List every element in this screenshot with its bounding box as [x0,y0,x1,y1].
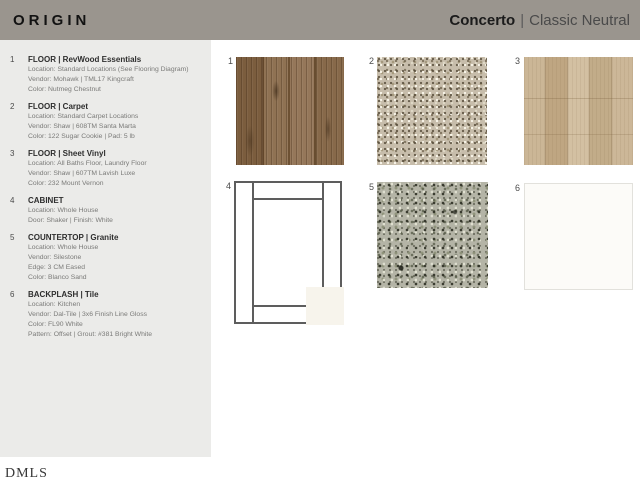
title-separator: | [520,11,525,29]
cabinet-finish-chip [306,287,344,325]
spec-detail: Vendor: Mohawk | TML17 Kingcraft [28,76,134,83]
spec-number: 3 [10,149,15,158]
spec-detail: Vendor: Dal-Tile | 3x6 Finish Line Gloss [28,311,148,318]
wood-floor-swatch [236,57,344,165]
cabinet-left-stile-line [252,183,254,322]
spec-detail: Color: Blanco Sand [28,274,87,281]
palette-name: Classic Neutral [529,11,630,29]
spec-body [28,148,205,189]
spec-item-floor-sheet-vinyl [10,148,205,189]
page-title: ORIGIN [13,11,91,29]
carpet-swatch [377,57,487,165]
swatch-number-1: 1 [227,56,233,66]
spec-detail: Color: FL90 White [28,321,83,328]
spec-detail: Color: 122 Sugar Cookie | Pad: 5 lb [28,133,135,140]
spec-body [28,54,205,95]
tile-swatch [524,183,633,290]
swatch-number-5: 5 [368,182,374,192]
spec-number: 5 [10,233,15,242]
spec-list [0,40,211,340]
spec-detail: Vendor: Silestone [28,254,82,261]
spec-body [28,101,205,142]
spec-detail: Color: 232 Mount Vernon [28,180,104,187]
spec-detail: Location: Standard Carpet Locations [28,113,139,120]
spec-body [28,195,205,226]
spec-detail: Vendor: Shaw | 607TM Lavish Luxe [28,170,136,177]
spec-detail: Location: Standard Locations (See Flooring Diagram) [28,66,189,73]
granite-swatch [377,182,488,288]
spec-body [28,289,205,340]
spec-number: 1 [10,55,15,64]
spec-number: 2 [10,102,15,111]
dmls-watermark: DMLS [5,466,48,481]
swatch-number-4: 4 [225,181,231,191]
spec-detail: Color: Nutmeg Chestnut [28,86,101,93]
spec-body [28,232,205,283]
cabinet-top-rail-line [252,198,324,200]
spec-detail: Edge: 3 CM Eased [28,264,86,271]
spec-item-floor-revwood [10,54,205,95]
sheet-vinyl-swatch [524,57,633,165]
collection-title [449,12,630,29]
spec-detail: Pattern: Offset | Grout: #381 Bright White [28,331,153,338]
header-bar [0,0,640,40]
spec-title: FLOOR | RevWood Essentials [28,55,142,64]
collection-name: Concerto [449,11,516,29]
spec-detail: Vendor: Shaw | 608TM Santa Marta [28,123,136,130]
spec-number: 6 [10,290,15,299]
spec-detail: Door: Shaker | Finish: White [28,217,113,224]
spec-title: BACKPLASH | Tile [28,290,99,299]
spec-detail: Location: All Baths Floor, Laundry Floor [28,160,147,167]
swatch-number-2: 2 [368,56,374,66]
spec-number: 4 [10,196,15,205]
spec-title: FLOOR | Carpet [28,102,89,111]
spec-title: COUNTERTOP | Granite [28,233,119,242]
spec-detail: Location: Whole House [28,207,99,214]
spec-sidebar [0,40,211,481]
spec-title: CABINET [28,196,64,205]
spec-title: FLOOR | Sheet Vinyl [28,149,106,158]
spec-item-cabinet [10,195,205,226]
spec-item-floor-carpet [10,101,205,142]
spec-item-backsplash [10,289,205,340]
swatch-number-3: 3 [514,56,520,66]
spec-detail: Location: Whole House [28,244,99,251]
spec-item-countertop [10,232,205,283]
swatch-number-6: 6 [514,183,520,193]
spec-detail: Location: Kitchen [28,301,81,308]
